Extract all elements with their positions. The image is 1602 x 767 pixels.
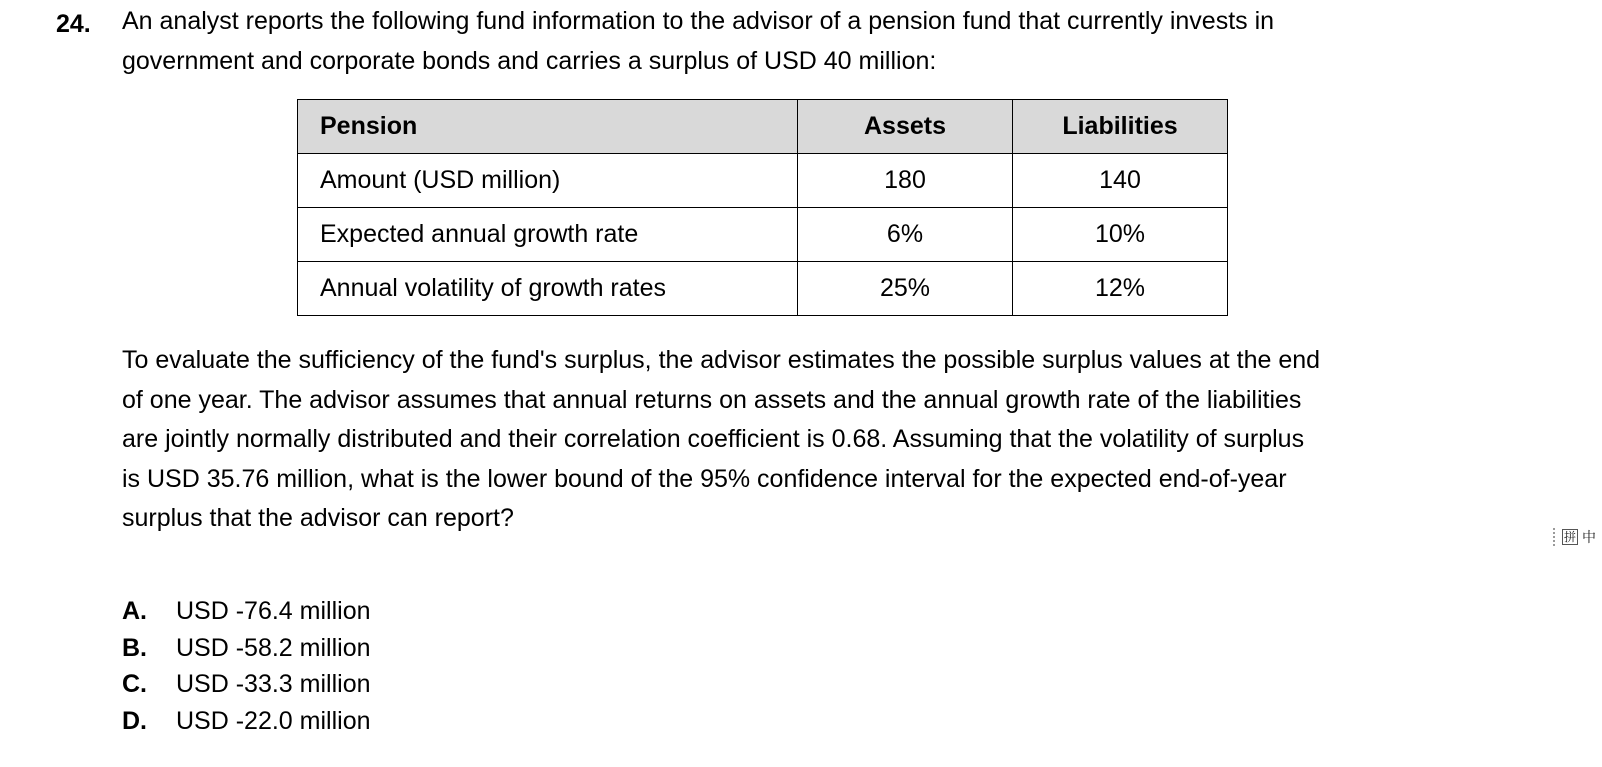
question-number: 24. (56, 10, 91, 38)
option-text: USD -22.0 million (176, 706, 371, 735)
assets-value: 6% (798, 208, 1013, 262)
body-line: of one year. The advisor assumes that annual returns on assets and the annual growth rate of the liabilities (122, 385, 1302, 414)
answer-options (122, 593, 371, 739)
body-line: To evaluate the sufficiency of the fund's surplus, the advisor estimates the possible surplus values at the end (122, 346, 1321, 374)
option-letter: C. (122, 670, 147, 698)
question-intro (122, 1, 1452, 81)
option-a[interactable] (122, 593, 371, 630)
ime-toolbar[interactable] (1553, 527, 1596, 547)
row-label: Expected annual growth rate (298, 208, 798, 262)
liabilities-value: 12% (1013, 262, 1228, 316)
table-header-row (298, 100, 1228, 154)
assets-value: 180 (798, 154, 1013, 208)
header-assets: Assets (798, 100, 1013, 154)
header-liabilities: Liabilities (1013, 100, 1228, 154)
question-body (122, 341, 1482, 539)
option-letter: A. (122, 597, 147, 625)
assets-value: 25% (798, 262, 1013, 316)
ime-pinyin-button[interactable]: 拼 (1564, 530, 1577, 544)
header-pension: Pension (298, 100, 798, 154)
liabilities-value: 140 (1013, 154, 1228, 208)
ime-chinese-mode-button[interactable]: 中 (1582, 530, 1597, 546)
fund-table (297, 99, 1228, 316)
table-row (298, 208, 1228, 262)
option-d[interactable] (122, 703, 371, 740)
option-c[interactable] (122, 666, 371, 703)
intro-line: government and corporate bonds and carries a surplus of USD 40 million: (122, 47, 937, 75)
intro-line: An analyst reports the following fund information to the advisor of a pension fund that currently invests in (122, 7, 1275, 35)
option-text: USD -76.4 million (176, 597, 371, 625)
body-line: surplus that the advisor can report? (122, 504, 514, 532)
table-row (298, 154, 1228, 208)
option-text: USD -58.2 million (176, 633, 371, 662)
drag-handle-icon[interactable] (1553, 528, 1558, 546)
body-line: are jointly normally distributed and their correlation coefficient is 0.68. Assuming that the volatility of surplus (122, 425, 1305, 453)
option-letter: B. (122, 633, 147, 662)
row-label: Amount (USD million) (298, 154, 798, 208)
option-b[interactable] (122, 630, 371, 667)
option-letter: D. (122, 706, 147, 735)
table-row (298, 262, 1228, 316)
body-line: is USD 35.76 million, what is the lower bound of the 95% confidence interval for the expected end-of-year (122, 464, 1287, 493)
liabilities-value: 10% (1013, 208, 1228, 262)
row-label: Annual volatility of growth rates (298, 262, 798, 316)
option-text: USD -33.3 million (176, 670, 371, 698)
